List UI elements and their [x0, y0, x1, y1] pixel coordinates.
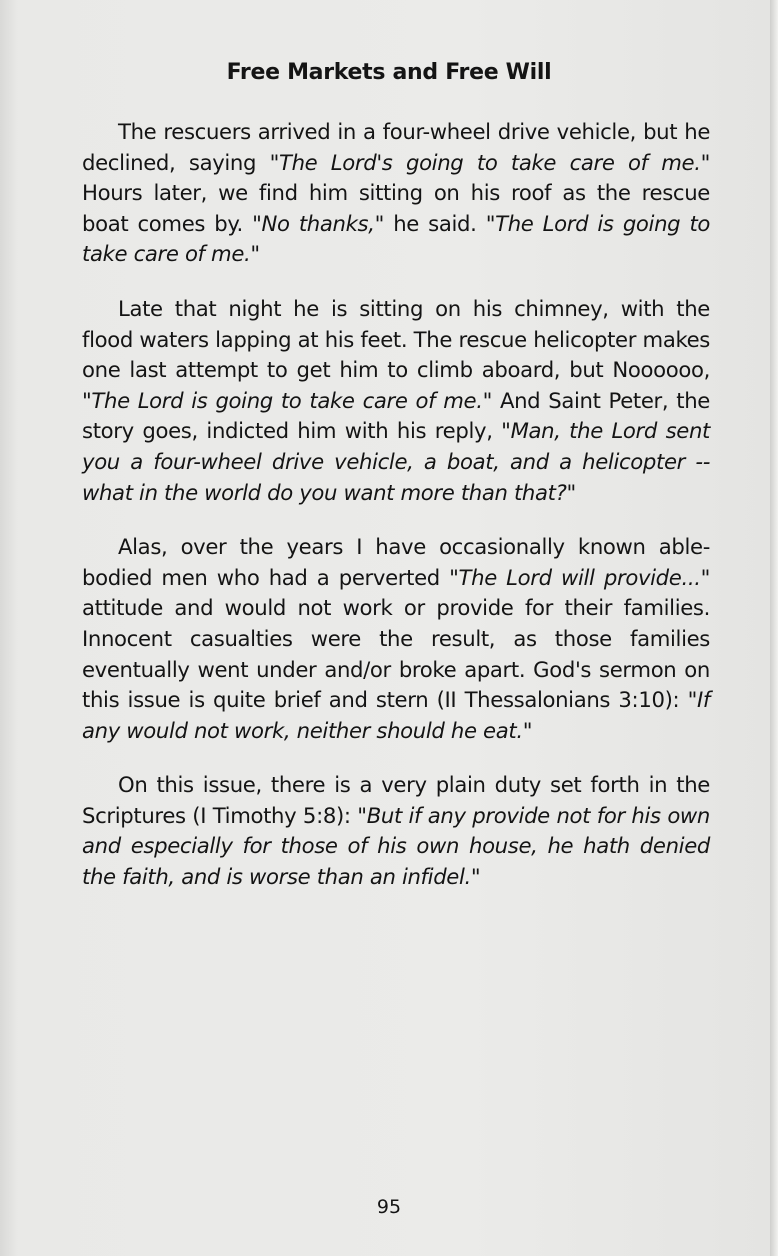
- italic-quote: "No thanks,": [252, 210, 384, 236]
- italic-quote: "But if any provide not for his own and especially for those of his own house, he hath denied the faith, and is worse than an infidel.": [82, 802, 710, 890]
- text-run: Late that night he is sitting on his chimney, with the flood waters lapping at his feet. The rescue helicopter makes one last attempt to get him to climb aboard, but Noooooo,: [82, 295, 710, 383]
- text-run: he said.: [384, 210, 486, 236]
- text-run: attitude and would not work or provide for their families. Innocent casualties were the result, as those families eventually went under and/or broke apart. God's sermon on this issue is quite brief and stern (II Thessalonians 3:10):: [82, 595, 710, 713]
- text-run: The rescuers arrived in a four-wheel drive vehicle, but he declined, saying: [82, 119, 710, 175]
- page-number: 95: [376, 1196, 402, 1218]
- paragraph-2: [82, 294, 710, 508]
- body-text: [82, 117, 710, 917]
- italic-quote: "If any would not work, neither should he eat.": [82, 687, 710, 743]
- text-run: Hours later, we find him sitting on his roof as the rescue boat comes by.: [82, 180, 710, 236]
- paragraph-1: [82, 117, 710, 270]
- chapter-title: Free Markets and Free Will: [226, 60, 552, 85]
- text-run: And Saint Peter, the story goes, indicted him with his reply,: [82, 387, 710, 444]
- italic-quote: "The Lord's going to take care of me.": [269, 149, 710, 175]
- italic-quote: "Man, the Lord sent you a four-wheel drive vehicle, a boat, and a helicopter -- what in the world do you want more than that?": [82, 418, 710, 505]
- paragraph-3: [82, 532, 710, 746]
- text-run: On this issue, there is a very plain duty set forth in the Scriptures (I Timothy 5:8):: [82, 772, 710, 828]
- text-run: Alas, over the years I have occasionally known able-bodied men who had a perverted: [82, 534, 710, 590]
- italic-quote: "The Lord will provide...": [449, 564, 710, 590]
- italic-quote: "The Lord is going to take care of me.": [82, 387, 492, 413]
- italic-quote: "The Lord is going to take care of me.": [82, 210, 711, 267]
- paragraph-4: [82, 770, 710, 892]
- page-edge-shadow: [770, 0, 778, 1256]
